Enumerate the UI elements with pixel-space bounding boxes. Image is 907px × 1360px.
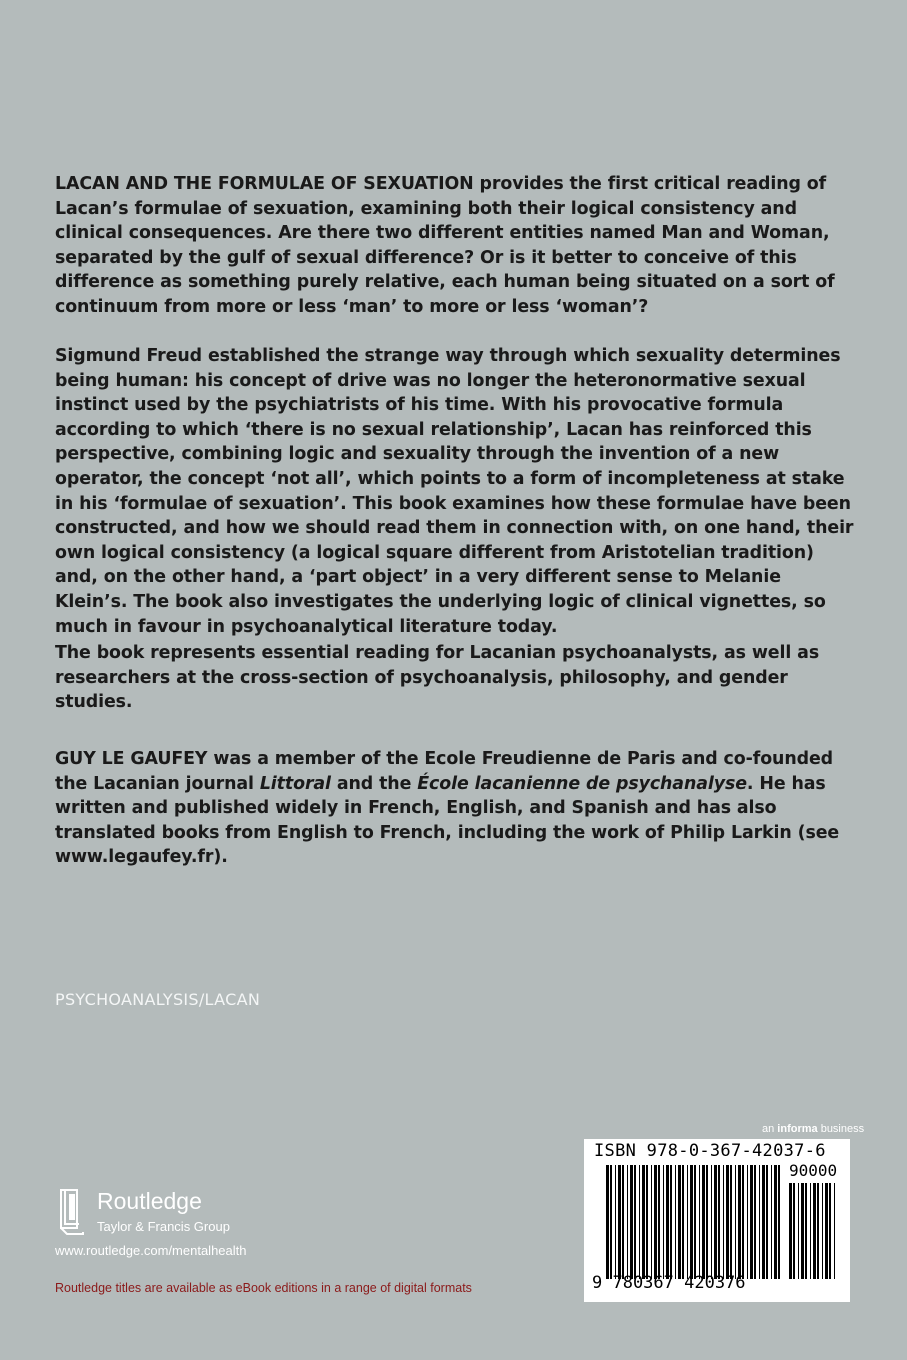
barcode-bar: [675, 1165, 676, 1279]
category-label: PSYCHOANALYSIS/LACAN: [55, 990, 261, 1009]
barcode-bar: [711, 1165, 712, 1279]
price-bar: [798, 1183, 799, 1279]
barcode-bar: [678, 1165, 681, 1279]
price-bar: [834, 1183, 835, 1279]
barcode-digits: 9 780367 420376: [592, 1273, 746, 1293]
publisher-url[interactable]: www.routledge.com/mentalhealth: [55, 1243, 247, 1258]
blurb-paragraph-1: LACAN AND THE FORMULAE OF SEXUATION provides the first critical reading of Lacan’s formulae of sexuation, examining both their logical consistency and clinical consequences. Are there two different entities named Man and Woman, separated by the gulf of sexual difference? Or is it better to conceive of this difference as something purely relative, each human being situated on a sort of continuum from more or less ‘man’ to more or less ‘woman’?: [55, 174, 835, 317]
barcode-bar: [627, 1165, 628, 1279]
price-bar: [813, 1183, 816, 1279]
barcode-bar: [742, 1165, 744, 1279]
price-bar: [789, 1183, 792, 1279]
barcode-bar: [762, 1165, 765, 1279]
barcode-bar: [606, 1165, 609, 1279]
barcode-bar: [622, 1165, 624, 1279]
publisher-group: Taylor & Francis Group: [97, 1219, 230, 1234]
barcode-bar: [702, 1165, 705, 1279]
blurb-paragraph-2: Sigmund Freud established the strange way through which sexuality determines being human: his concept of drive was no longer the heteronormative sexual instinct used by the psychiatrists of his time. With his provocative formula according to which ‘there is no sexual relationship’, Lacan has reinforced this perspective, combining logic and sexuality through the invention of a new operator, the concept ‘not all’, which points to a form of incompleteness at stake in his ‘formulae of sexuation’. This book examines how these formulae have been constructed, and how we should read them in connection with, on one hand, their own logical consistency (a logical square different from Aristotelian tradition) and, on the other hand, a ‘part object’ in a very different sense to Melanie Klein’s. The book also investigates the underlying logic of clinical vignettes, so much in favour in psychoanalytical literature today.: [55, 346, 854, 637]
informa-brand: informa: [777, 1123, 818, 1135]
barcode-bar: [651, 1165, 652, 1279]
barcode-bar: [646, 1165, 648, 1279]
barcode-bar: [639, 1165, 640, 1279]
journal-title: Littoral: [259, 773, 331, 794]
barcode-bar: [682, 1165, 684, 1279]
informa-suffix: business: [817, 1123, 865, 1135]
barcode-bar: [774, 1165, 777, 1279]
ebook-note: Routledge titles are available as eBook editions in a range of digital formats: [55, 1281, 472, 1295]
barcode-bar: [670, 1165, 672, 1279]
barcode-bar: [723, 1165, 724, 1279]
publisher-name: Routledge: [97, 1188, 202, 1214]
price-bar: [817, 1183, 819, 1279]
price-bar: [810, 1183, 811, 1279]
barcode-bar: [735, 1165, 736, 1279]
barcode-bar: [750, 1165, 753, 1279]
barcode-bar: [690, 1165, 693, 1279]
barcode-bar: [706, 1165, 708, 1279]
author-bio: [55, 747, 855, 870]
barcode-bar: [726, 1165, 729, 1279]
barcode-bar: [771, 1165, 772, 1279]
price-bar: [793, 1183, 795, 1279]
isbn-label: ISBN 978-0-367-42037-6: [594, 1141, 826, 1161]
barcode-bar: [699, 1165, 700, 1279]
barcode-bar: [694, 1165, 696, 1279]
barcode-bar: [630, 1165, 633, 1279]
barcode-bar: [687, 1165, 688, 1279]
barcode-bar: [663, 1165, 664, 1279]
school-name: École lacanienne de psychanalyse: [417, 773, 747, 794]
price-bar: [829, 1183, 831, 1279]
barcode-bar: [759, 1165, 760, 1279]
author-bio-part2: and the: [330, 773, 418, 794]
barcode-bar: [738, 1165, 741, 1279]
barcode-bar: [642, 1165, 645, 1279]
author-bio-part3: . He has written and published widely in French, English, and Spanish and has also translated books from English to French, including the work of Philip Larkin (see www.legaufey.fr).: [55, 773, 840, 868]
price-bar: [822, 1183, 823, 1279]
routledge-logo-icon: [55, 1186, 95, 1236]
barcode-bar: [766, 1165, 768, 1279]
price-bar: [825, 1183, 828, 1279]
barcode-bar: [618, 1165, 621, 1279]
barcode-bar: [610, 1165, 612, 1279]
barcode-bar: [778, 1165, 780, 1279]
barcode-bar: [615, 1165, 616, 1279]
price-bar: [805, 1183, 807, 1279]
barcode-bar: [654, 1165, 657, 1279]
barcode-bar: [714, 1165, 717, 1279]
barcode: [584, 1139, 850, 1302]
barcode-bar: [634, 1165, 636, 1279]
author-bio-part1: GUY LE GAUFEY was a member of the Ecole Freudienne de Paris and co-founded the Lacanian journal: [55, 749, 833, 794]
price-code: 90000: [789, 1161, 838, 1180]
barcode-bar: [747, 1165, 748, 1279]
barcode-bar: [718, 1165, 720, 1279]
barcode-bar: [730, 1165, 732, 1279]
barcode-bar: [754, 1165, 756, 1279]
price-bar: [801, 1183, 804, 1279]
informa-business-label: [762, 1123, 864, 1135]
blurb-paragraph-3: The book represents essential reading for Lacanian psychoanalysts, as well as researchers at the cross-section of psychoanalysis, philosophy, and gender studies.: [55, 643, 820, 713]
barcode-bar: [666, 1165, 669, 1279]
barcode-bar: [658, 1165, 660, 1279]
informa-prefix: an: [762, 1123, 778, 1135]
